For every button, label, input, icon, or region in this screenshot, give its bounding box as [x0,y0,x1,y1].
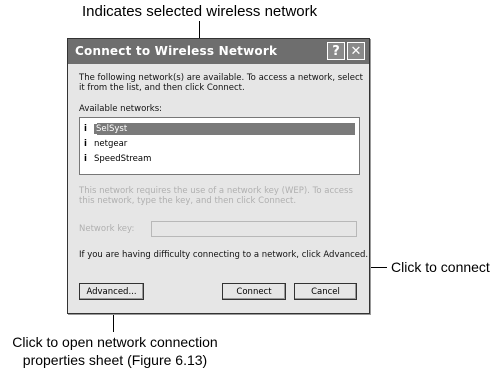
help-button[interactable] [327,42,345,60]
callout-advanced-line2: properties sheet (Figure 6.13) [22,352,208,368]
callout-advanced-line1: Click to open network connection [12,334,218,350]
title-bar[interactable] [68,39,369,64]
cancel-button[interactable]: Cancel [294,283,357,300]
help-icon: ? [332,44,340,59]
intro-text: The following network(s) are available. To access a network, select it from the list, and then click Connect. [79,73,364,93]
selection-highlight [97,123,355,135]
close-icon: ✕ [350,44,362,59]
available-networks-label: Available networks: [79,104,162,114]
connect-button[interactable]: Connect [222,283,286,300]
close-button[interactable] [347,42,365,60]
network-key-input[interactable] [151,221,357,237]
network-name: SelSyst [96,124,128,134]
network-item-selsyst[interactable] [84,123,129,135]
network-item-netgear[interactable] [84,138,127,150]
advanced-help-text: If you are having difficulty connecting to a network, click Advanced. [79,250,369,260]
network-key-note: This network requires the use of a network key (WEP). To access this network, type the key, and then click Connect. [79,186,353,206]
wireless-network-icon: i [84,139,87,149]
wireless-network-icon: i [84,154,87,164]
wireless-network-icon: i [84,124,87,134]
callout-selected-network: Indicates selected wireless network [82,3,318,20]
dialog-title: Connect to Wireless Network [75,44,278,58]
advanced-button[interactable]: Advanced... [79,283,144,300]
available-networks-list[interactable] [79,117,360,175]
connect-wireless-dialog [67,38,370,314]
network-key-label: Network key: [79,224,135,234]
callout-advanced [2,333,228,369]
network-name: netgear [94,139,128,149]
callout-connect: Click to connect [391,259,490,275]
network-item-speedstream[interactable] [84,153,151,165]
network-name: SpeedStream [94,154,152,164]
